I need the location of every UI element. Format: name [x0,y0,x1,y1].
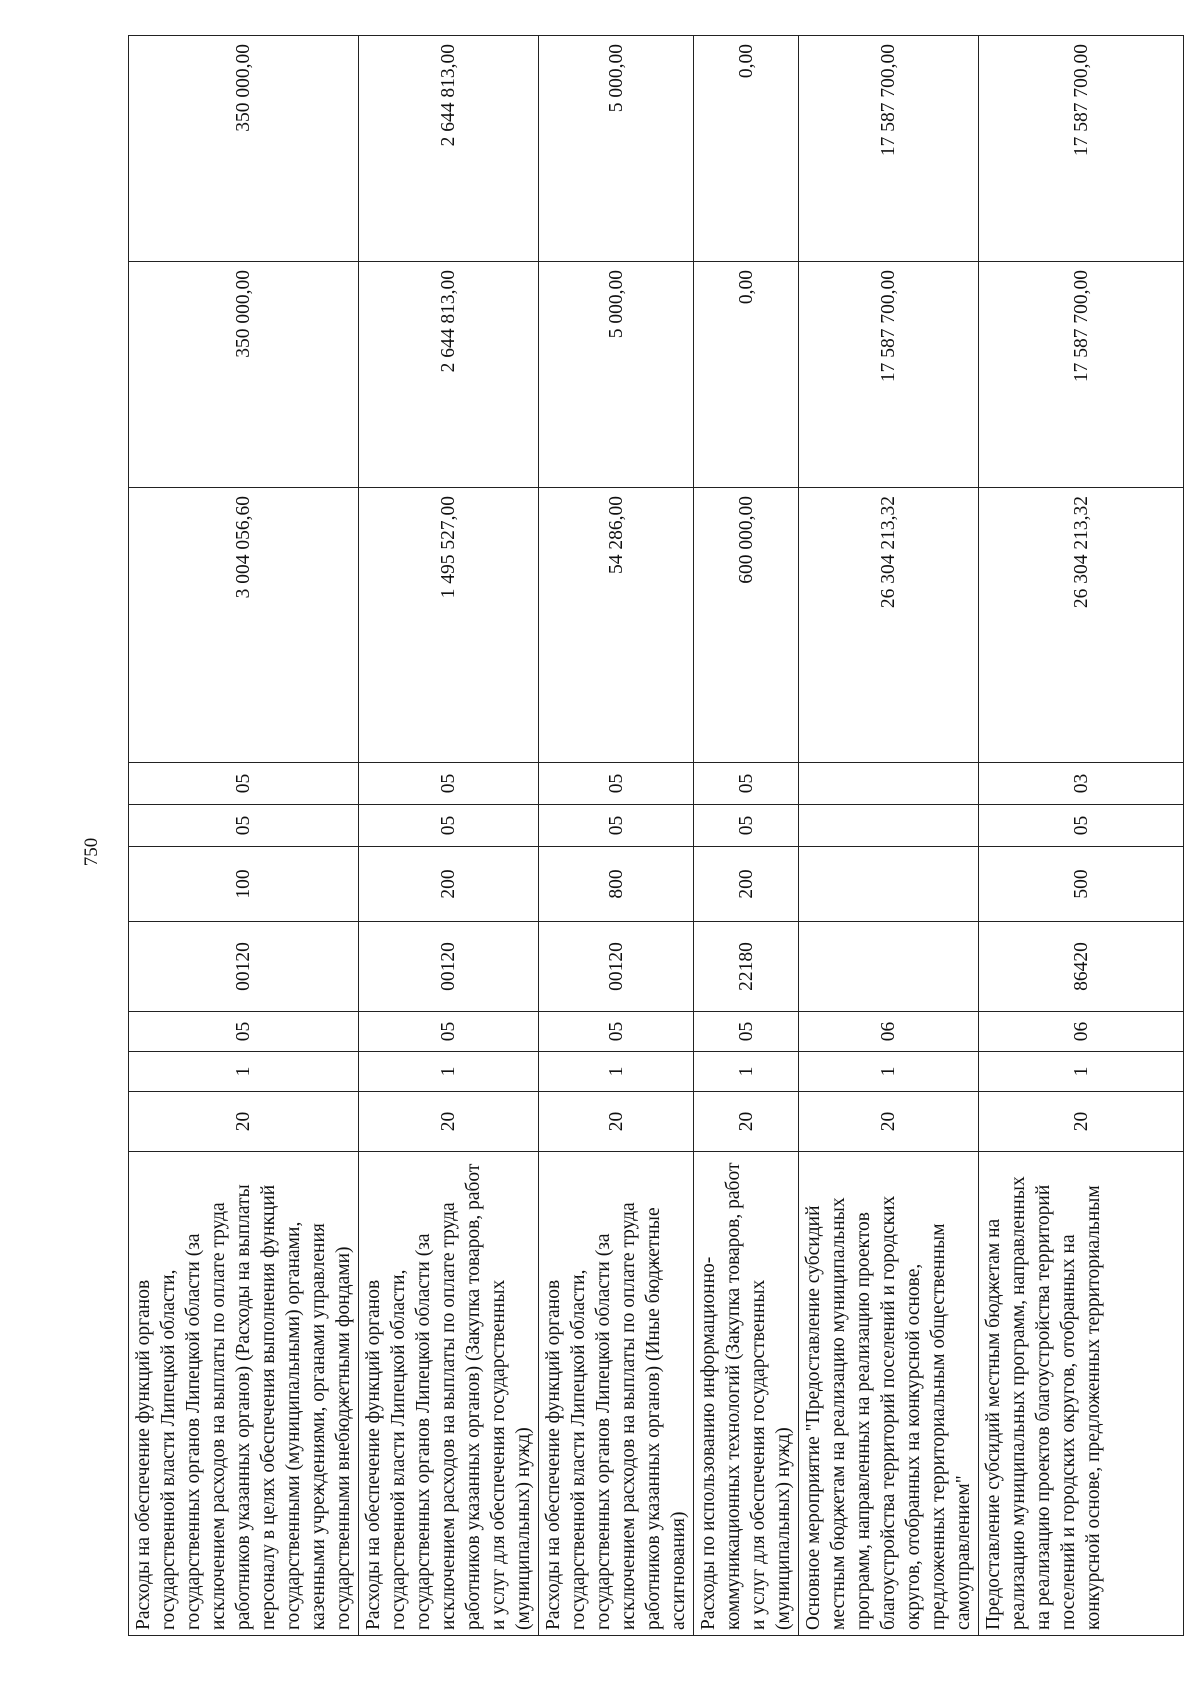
section-code: 05 [979,805,1184,847]
grbs-code: 20 [129,1092,359,1152]
subprogram-code: 05 [694,1012,799,1052]
table-row [799,36,979,1636]
program-code: 1 [129,1052,359,1092]
grbs-code: 20 [694,1092,799,1152]
subprogram-code: 05 [539,1012,694,1052]
row-description: Расходы на обеспечение функций органов государственной власти Липецкой области, государственных органов Липецкой области (за исключением расходов на выплаты по оплате труда работников указанных органов) (Закупка товаров, работ и услуг для обеспечения государственных (муниципальных) нужд) [359,1152,539,1636]
subprogram-code: 06 [979,1012,1184,1052]
subsection-code: 05 [539,763,694,805]
sum-year-1: 26 304 213,32 [979,488,1184,763]
row-description: Основное мероприятие "Предоставление субсидий местным бюджетам на реализацию муниципальных программ, направленных на реализацию проектов благоустройства территорий поселений и городских округов, отобранных на конкурсной основе, предложенных территориальным общественным самоуправлением" [799,1152,979,1636]
expense-type-code: 100 [129,847,359,922]
expense-type-code: 500 [979,847,1184,922]
direction-code [799,922,979,1012]
table-row [694,36,799,1636]
sum-year-1: 3 004 056,60 [129,488,359,763]
sum-year-3: 17 587 700,00 [799,36,979,262]
subsection-code: 03 [979,763,1184,805]
direction-code: 22180 [694,922,799,1012]
section-code: 05 [129,805,359,847]
sum-year-1: 26 304 213,32 [799,488,979,763]
program-code: 1 [359,1052,539,1092]
section-code: 05 [359,805,539,847]
program-code: 1 [979,1052,1184,1092]
program-code: 1 [694,1052,799,1092]
sum-year-1: 600 000,00 [694,488,799,763]
direction-code: 00120 [129,922,359,1012]
grbs-code: 20 [799,1092,979,1152]
program-code: 1 [539,1052,694,1092]
sum-year-1: 1 495 527,00 [359,488,539,763]
section-code: 05 [694,805,799,847]
rotated-table-container [128,36,1128,1636]
sum-year-3: 2 644 813,00 [359,36,539,262]
table-row [539,36,694,1636]
subsection-code: 05 [694,763,799,805]
direction-code: 00120 [539,922,694,1012]
sum-year-2: 0,00 [694,262,799,488]
sum-year-1: 54 286,00 [539,488,694,763]
sum-year-2: 17 587 700,00 [979,262,1184,488]
row-description: Расходы на обеспечение функций органов государственной власти Липецкой области, государственных органов Липецкой области (за исключением расходов на выплаты по оплате труда работников указанных органов) (Иные бюджетные ассигнования) [539,1152,694,1636]
sum-year-2: 2 644 813,00 [359,262,539,488]
subprogram-code: 05 [129,1012,359,1052]
row-description: Расходы на обеспечение функций органов государственной власти Липецкой области, государственных органов Липецкой области (за исключением расходов на выплаты по оплате труда работников указанных органов) (Расходы на выплаты персоналу в целях обеспечения выполнения функций государственными (муниципальными) органами, казенными учреждениями, органами управления государственными внебюджетными фондами) [129,1152,359,1636]
subsection-code [799,763,979,805]
grbs-code: 20 [539,1092,694,1152]
page-number: 750 [81,837,102,867]
section-code: 05 [539,805,694,847]
budget-table [128,35,1184,1636]
expense-type-code: 800 [539,847,694,922]
section-code [799,805,979,847]
table-row [979,36,1184,1636]
program-code: 1 [799,1052,979,1092]
expense-type-code [799,847,979,922]
sum-year-2: 350 000,00 [129,262,359,488]
sum-year-3: 350 000,00 [129,36,359,262]
sum-year-2: 5 000,00 [539,262,694,488]
row-description: Предоставление субсидий местным бюджетам на реализацию муниципальных программ, направленных на реализацию проектов благоустройства территорий поселений и городских округов, отобранных на конкурсной основе, предложенных территориальным [979,1152,1184,1636]
sum-year-3: 17 587 700,00 [979,36,1184,262]
sum-year-2: 17 587 700,00 [799,262,979,488]
direction-code: 86420 [979,922,1184,1012]
table-row [129,36,359,1636]
direction-code: 00120 [359,922,539,1012]
subsection-code: 05 [359,763,539,805]
expense-type-code: 200 [359,847,539,922]
row-description: Расходы по использованию информационно-коммуникационных технологий (Закупка товаров, работ и услуг для обеспечения государственных (муниципальных) нужд) [694,1152,799,1636]
sum-year-3: 5 000,00 [539,36,694,262]
subprogram-code: 05 [359,1012,539,1052]
grbs-code: 20 [359,1092,539,1152]
table-row [359,36,539,1636]
expense-type-code: 200 [694,847,799,922]
subsection-code: 05 [129,763,359,805]
subprogram-code: 06 [799,1012,979,1052]
grbs-code: 20 [979,1092,1184,1152]
sum-year-3: 0,00 [694,36,799,262]
